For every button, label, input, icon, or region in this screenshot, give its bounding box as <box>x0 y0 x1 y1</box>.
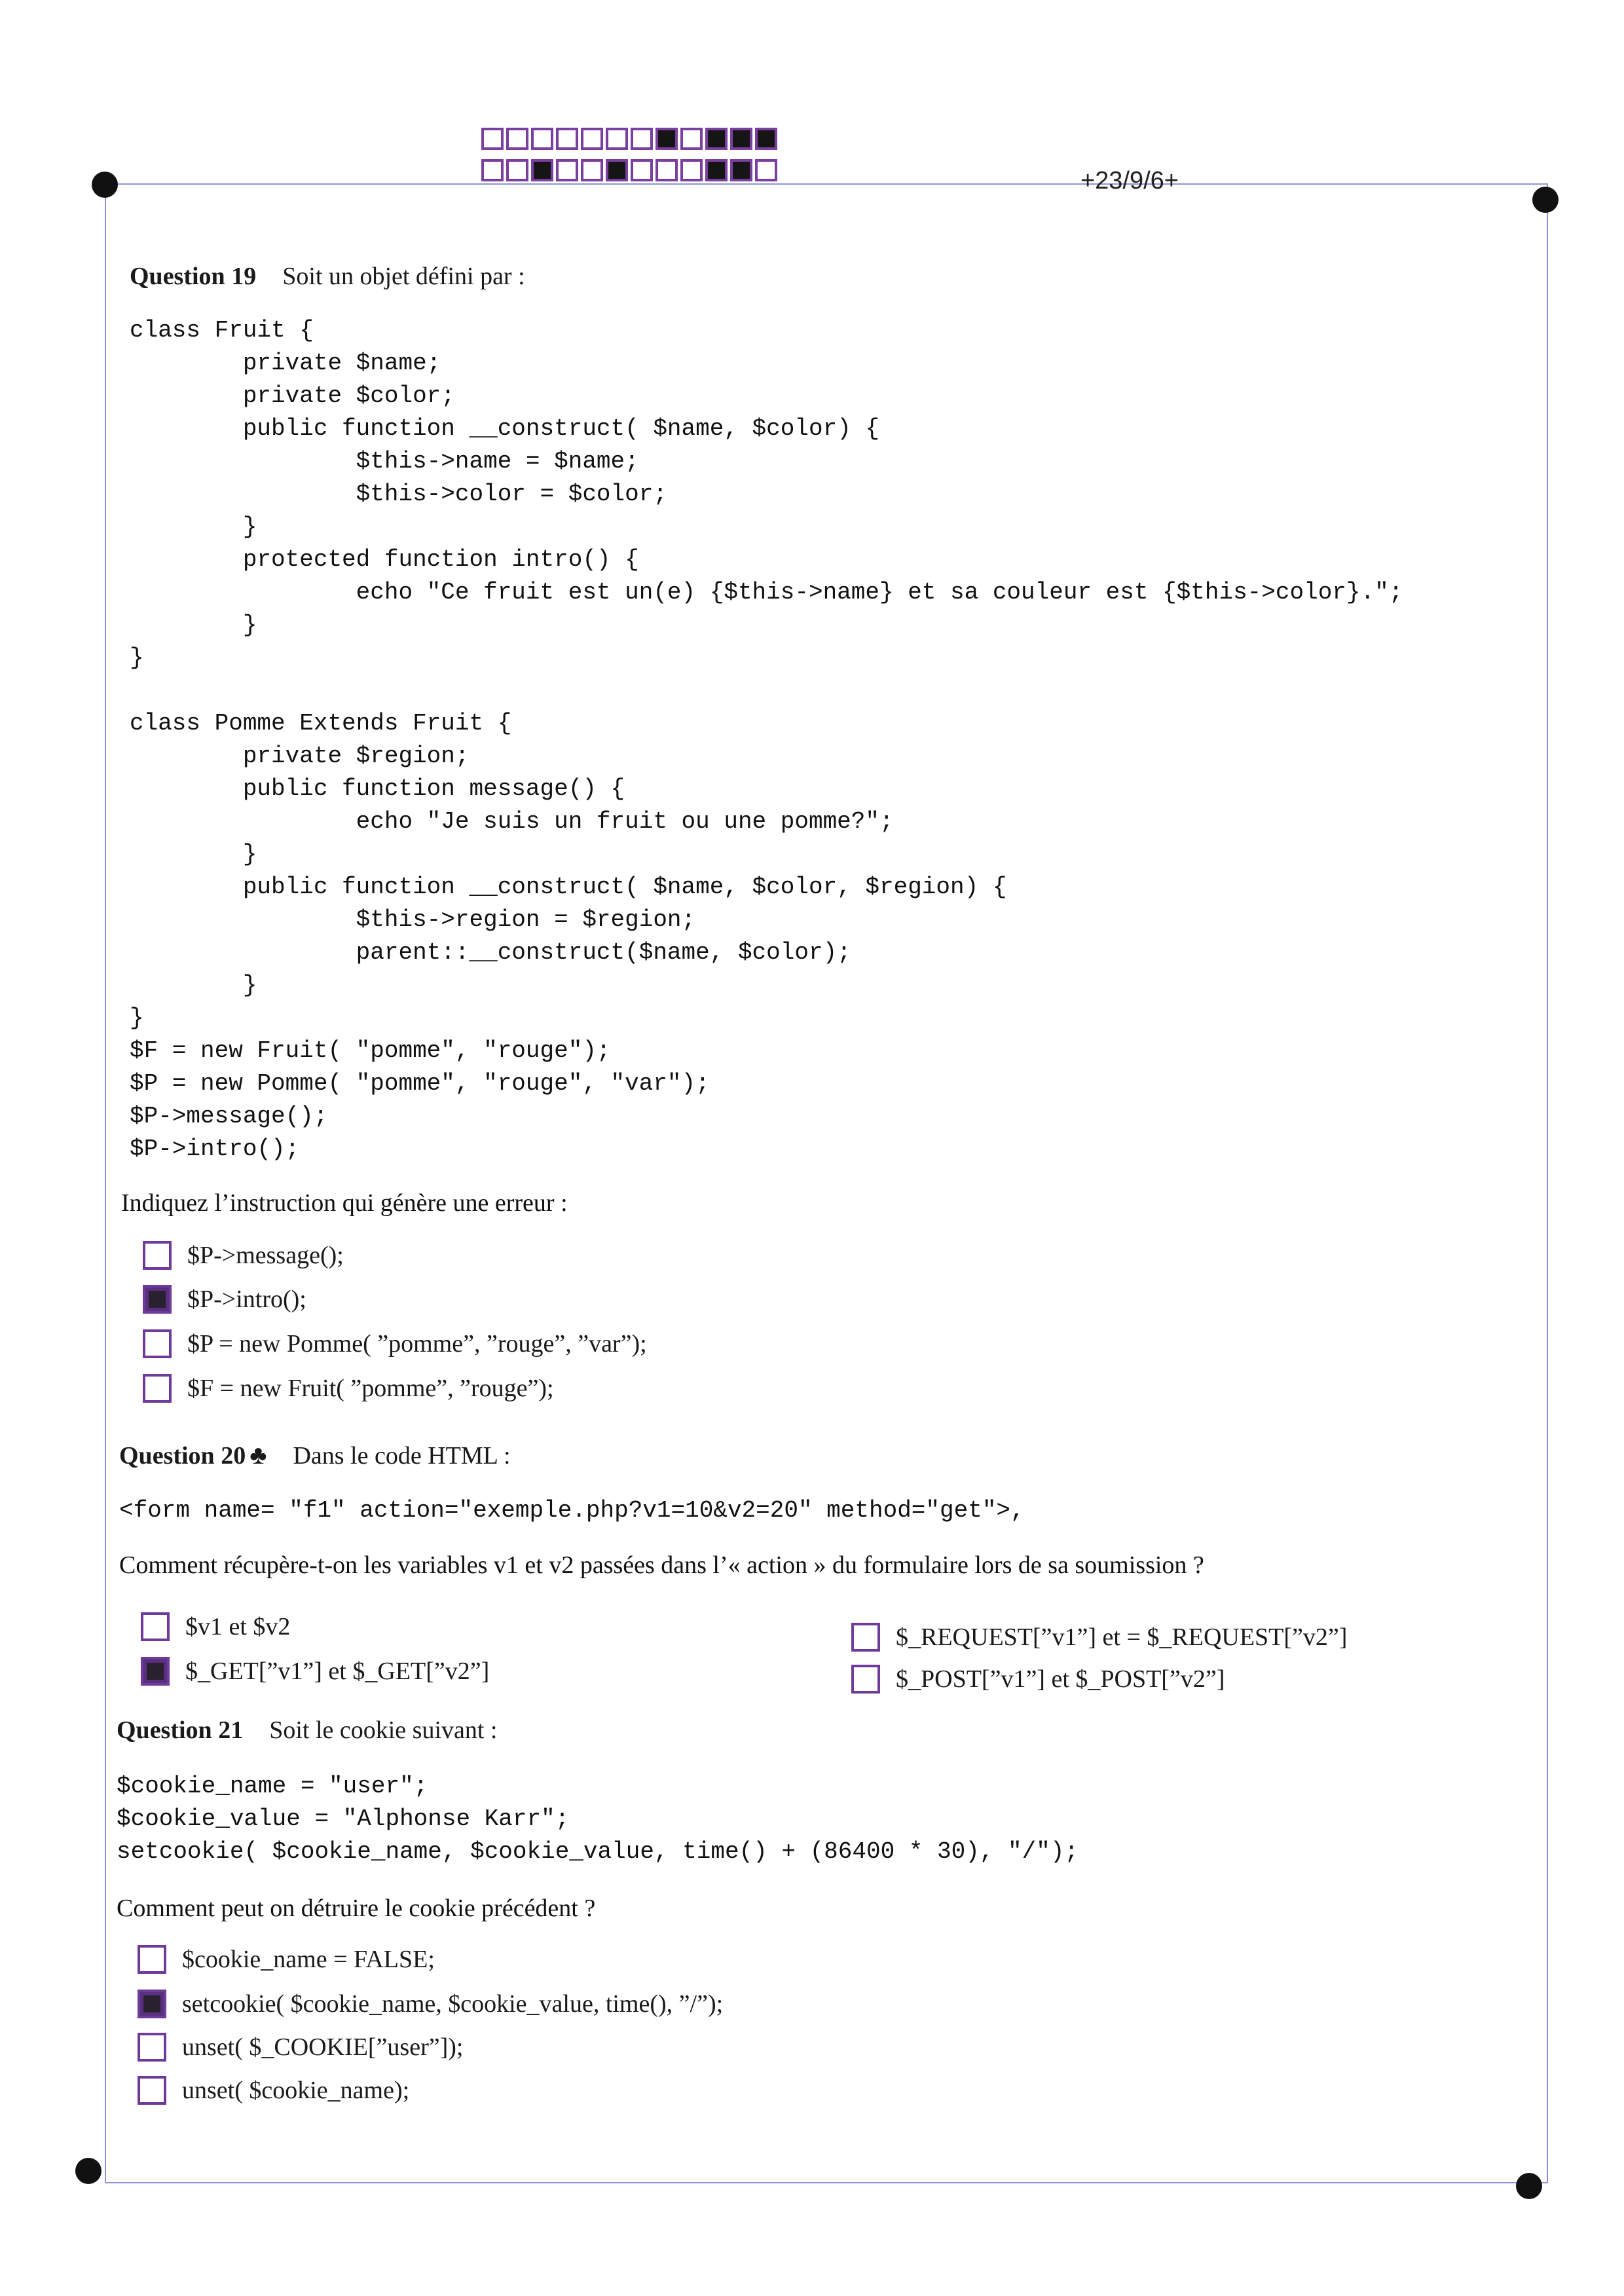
question-20-code: <form name= "f1" action="exemple.php?v1=10&v2=20" method="get">, <box>119 1497 1025 1524</box>
question-21-heading <box>117 1716 498 1745</box>
question-21-prompt: Soit le cookie suivant : <box>269 1716 498 1744</box>
question-19-question: Indiquez l’instruction qui génère une erreur : <box>121 1189 568 1217</box>
checkbox-checked[interactable] <box>141 1657 170 1686</box>
question-19-option-2[interactable]: $P->intro(); <box>143 1285 306 1314</box>
checkbox[interactable] <box>143 1241 172 1270</box>
question-19-option-4[interactable]: $F = new Fruit( ”pomme”, ”rouge”); <box>143 1374 554 1403</box>
question-20-option-2[interactable]: $_GET[”v1”] et $_GET[”v2”] <box>141 1657 489 1686</box>
checkbox[interactable] <box>138 1945 166 1974</box>
question-21-option-2[interactable]: setcookie( $cookie_name, $cookie_value, time(), ”/”); <box>138 1990 723 2018</box>
question-21-question: Comment peut on détruire le cookie précédent ? <box>117 1895 596 1922</box>
question-21-title: Question 21 <box>117 1716 244 1744</box>
checkbox-checked[interactable] <box>138 1990 166 2018</box>
question-21-option-1[interactable]: $cookie_name = FALSE; <box>138 1945 435 1974</box>
corner-mark-top-left <box>92 172 118 198</box>
corner-mark-bottom-right <box>1516 2173 1542 2199</box>
checkbox[interactable] <box>138 2033 166 2062</box>
question-20-option-1[interactable]: $v1 et $v2 <box>141 1612 290 1641</box>
corner-mark-top-right <box>1532 187 1559 213</box>
header-code: +23/9/6+ <box>1080 167 1179 194</box>
question-21-code: $cookie_name = "user"; $cookie_value = "Alphonse Karr"; setcookie( $cookie_name, $cookie_value, time() + (86400 * 30), "/"); <box>117 1773 1079 1865</box>
checkbox[interactable] <box>143 1329 172 1358</box>
checkbox-checked[interactable] <box>143 1285 172 1314</box>
question-21-option-4[interactable]: unset( $cookie_name); <box>138 2076 409 2105</box>
checkbox[interactable] <box>141 1612 170 1641</box>
question-19-code: class Fruit { private $name; private $color; public function __construct( $name, $color) { $this->name = $name; $this->color = $color; } protected function intro() { echo "Ce fruit est un(e) {$this->name} et sa couleur est {$this->color}."; } } class Pomme Extends Fruit { private $region; public function message() { echo "Je suis un fruit ou une pomme?"; } public function __construct( $name, $color, $region) { $this->region = $region; parent::__construct($name, $color); } } $F = new Fruit( "pomme", "rouge"); $P = new Pomme( "pomme", "rouge", "var"); $P->message(); $P->intro(); <box>130 317 1403 1162</box>
question-20-option-4[interactable]: $_POST[”v1”] et $_POST[”v2”] <box>851 1665 1225 1694</box>
question-20-heading <box>119 1439 511 1470</box>
id-boxes <box>481 128 777 191</box>
question-19-prompt: Soit un objet défini par : <box>282 263 525 290</box>
checkbox[interactable] <box>138 2076 166 2105</box>
corner-mark-bottom-left <box>75 2158 101 2184</box>
question-20-prompt: Dans le code HTML : <box>293 1442 511 1470</box>
checkbox[interactable] <box>143 1374 172 1403</box>
checkbox[interactable] <box>851 1665 880 1694</box>
question-20-question: Comment récupère-t-on les variables v1 et v2 passées dans l’« action » du formulaire lors de sa soumission ? <box>119 1551 1204 1579</box>
question-19-option-3[interactable]: $P = new Pomme( ”pomme”, ”rouge”, ”var”); <box>143 1329 647 1358</box>
question-19-option-1[interactable]: $P->message(); <box>143 1241 344 1270</box>
question-21-option-3[interactable]: unset( $_COOKIE[”user”]); <box>138 2033 463 2062</box>
question-19-title: Question 19 <box>130 263 257 290</box>
question-20-option-3[interactable]: $_REQUEST[”v1”] et = $_REQUEST[”v2”] <box>851 1623 1347 1652</box>
question-20-title: Question 20 ♣ <box>119 1440 267 1470</box>
club-icon: ♣ <box>249 1440 267 1470</box>
checkbox[interactable] <box>851 1623 880 1652</box>
question-19-heading <box>130 262 525 291</box>
